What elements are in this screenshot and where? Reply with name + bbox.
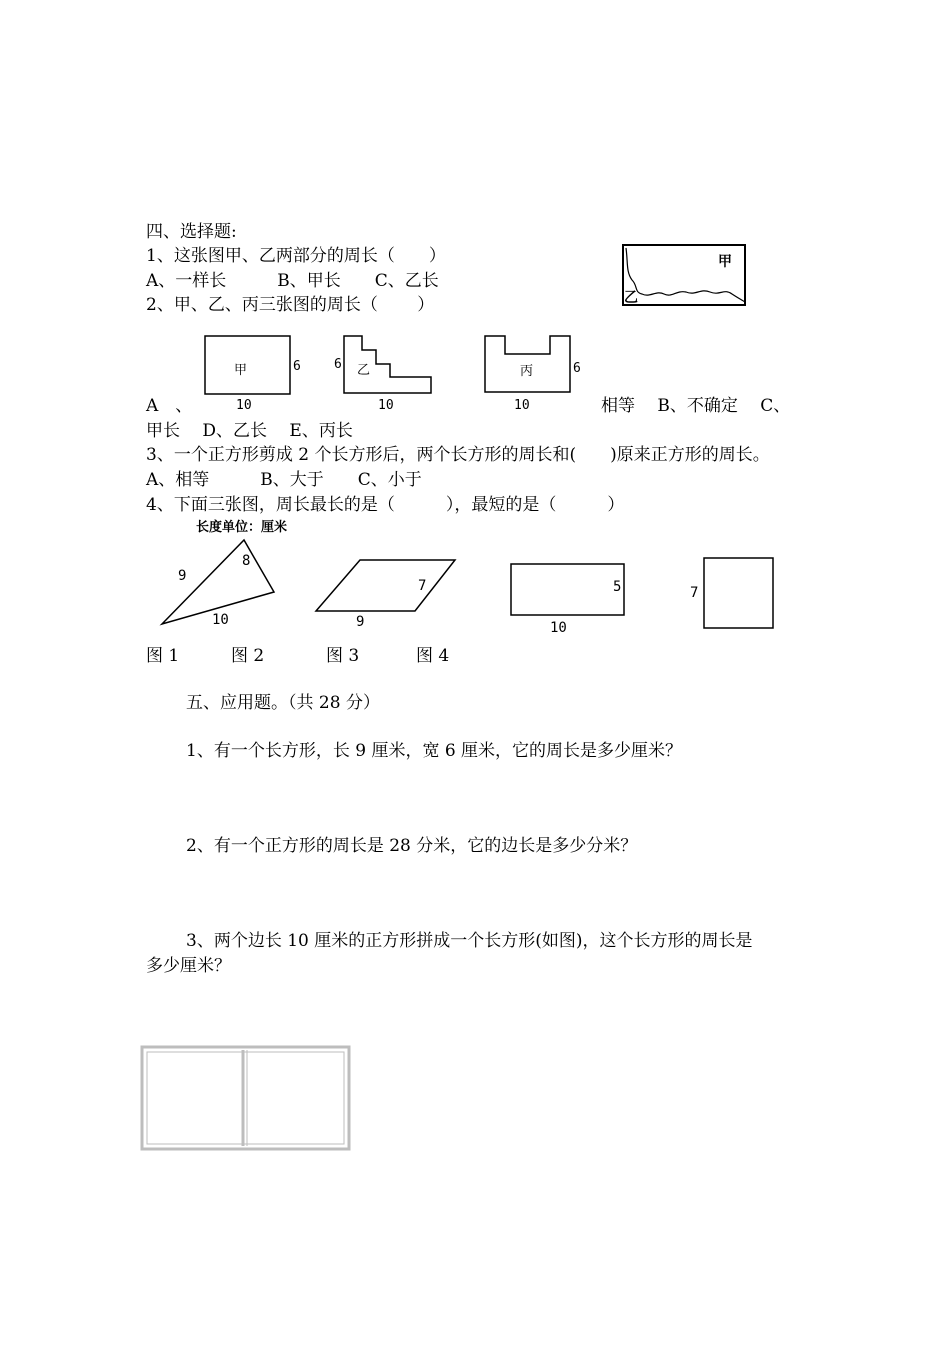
s5-q3-line1: 3、两个边长 10 厘米的正方形拼成一个长方形(如图)，这个长方形的周长是 (186, 931, 753, 951)
q2-jia-name: 甲 (234, 363, 248, 378)
triangle-side-9: 9 (178, 568, 187, 584)
q1-text: 1、这张图甲、乙两部分的周长（ ） (146, 246, 446, 266)
q1-figure (620, 242, 750, 308)
q4-triangle (150, 536, 285, 631)
two-squares-figure (140, 1045, 352, 1151)
q2-text: 2、甲、乙、丙三张图的周长（ ） (146, 295, 435, 315)
q2-jia-height: 6 (293, 359, 301, 374)
s5-q3-line2: 多少厘米？ (146, 956, 231, 976)
rectangle-side-5: 5 (613, 579, 622, 595)
rectangle-side-10: 10 (550, 620, 567, 636)
s5-q2-text: 2、有一个正方形的周长是 28 分米，它的边长是多少分米？ (186, 836, 638, 856)
q2-option-tail: 相等 B、不确定 C、 (601, 396, 791, 416)
q1-label-yi: 乙 (624, 290, 638, 306)
q2-option-a: A 、 (146, 396, 193, 416)
q4-square (688, 554, 783, 634)
triangle-side-8: 8 (242, 553, 251, 569)
q4-text: 4、下面三张图，周长最长的是（ ），最短的是（ ） (146, 495, 625, 515)
section5-title: 五、应用题。（共 28 分） (186, 693, 380, 713)
q1-label-jia: 甲 (718, 254, 732, 270)
q2-jia-width: 10 (236, 398, 252, 413)
caption-fig3: 图 3 (326, 646, 360, 666)
caption-fig4: 图 4 (416, 646, 450, 666)
triangle-side-10: 10 (212, 612, 229, 628)
q2-yi-width: 10 (378, 398, 394, 413)
q4-unit-note: 长度单位：厘米 (196, 520, 288, 535)
q1-options: A、一样长 B、甲长 C、乙长 (146, 271, 439, 291)
q2-bing-name: 丙 (520, 364, 534, 379)
section4-title: 四、选择题: (146, 222, 237, 242)
caption-fig2: 图 2 (231, 646, 265, 666)
q2-yi-height: 6 (334, 357, 342, 372)
q2-figure-jia (200, 332, 310, 414)
q4-rectangle (506, 560, 636, 636)
q2-bing-width: 10 (514, 398, 530, 413)
s5-q1-text: 1、有一个长方形，长 9 厘米，宽 6 厘米，它的周长是多少厘米？ (186, 741, 683, 761)
parallelogram-side-9: 9 (356, 614, 365, 630)
q2-option-line2: 甲长 D、乙长 E、丙长 (146, 421, 353, 441)
q3-options: A、相等 B、大于 C、小于 (146, 470, 422, 490)
parallelogram-side-7: 7 (418, 578, 427, 594)
q2-figure-bing (480, 332, 590, 414)
q2-yi-name: 乙 (357, 363, 371, 378)
caption-fig1: 图 1 (146, 646, 180, 666)
q2-bing-height: 6 (573, 361, 581, 376)
q2-figure-yi (330, 332, 440, 414)
q4-parallelogram (310, 556, 460, 632)
square-side-7: 7 (690, 585, 699, 601)
q3-text: 3、一个正方形剪成 2 个长方形后，两个长方形的周长和( )原来正方形的周长。 (146, 445, 770, 465)
